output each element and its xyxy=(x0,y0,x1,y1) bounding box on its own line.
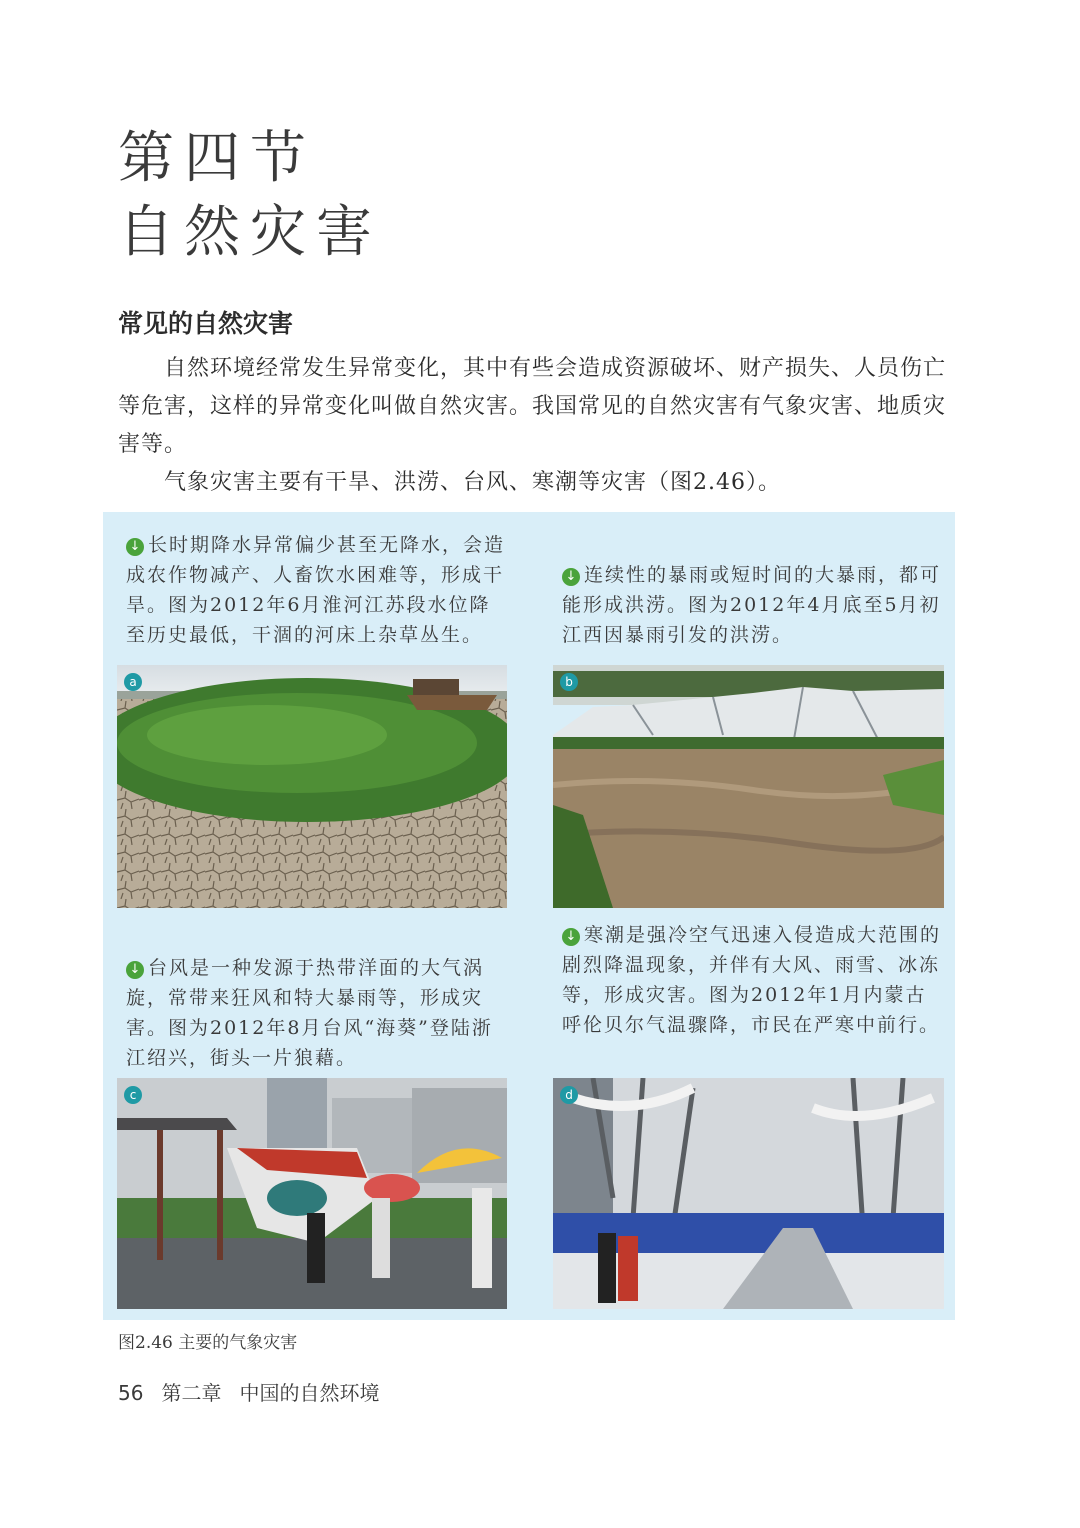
photo-drought xyxy=(117,665,507,908)
caption-typhoon-text: 台风是一种发源于热带洋面的大气涡旋，常带来狂风和特大暴雨等，形成灾害。图为2012年8月台风“海葵”登陆浙江绍兴，街头一片狼藉。 xyxy=(126,957,493,1069)
photo-typhoon xyxy=(117,1078,507,1309)
arrow-down-icon: ↓ xyxy=(562,568,580,586)
caption-flood-text: 连续性的暴雨或短时间的大暴雨，都可能形成洪涝。图为2012年4月底至5月初江西因暴雨引发的洪涝。 xyxy=(562,564,942,646)
section-title: 自然灾害 xyxy=(118,200,382,265)
chapter-title-footer: 中国的自然环境 xyxy=(239,1381,380,1405)
figure-caption: 图2.46 主要的气象灾害 xyxy=(118,1333,298,1353)
chapter-label: 第二章 xyxy=(161,1381,222,1405)
photo-flood xyxy=(553,665,944,908)
chapter-title xyxy=(118,122,382,270)
arrow-down-icon: ↓ xyxy=(562,928,580,946)
caption-flood xyxy=(562,560,942,650)
arrow-down-icon: ↓ xyxy=(126,961,144,979)
photo-tag-c: c xyxy=(124,1086,142,1104)
photo-tag-b: b xyxy=(560,673,578,691)
caption-cold-wave xyxy=(562,920,942,1040)
page-number: 56 xyxy=(118,1381,144,1405)
caption-typhoon xyxy=(126,953,506,1073)
caption-drought xyxy=(126,530,506,650)
arrow-down-icon: ↓ xyxy=(126,538,144,556)
paragraph-1: 自然环境经常发生异常变化，其中有些会造成资源破坏、财产损失、人员伤亡等危害，这样的异常变化叫做自然灾害。我国常见的自然灾害有气象灾害、地质灾害等。 xyxy=(118,356,947,457)
caption-cold-wave-text: 寒潮是强冷空气迅速入侵造成大范围的剧烈降温现象，并伴有大风、雨雪、冰冻等，形成灾害。图为2012年1月内蒙古呼伦贝尔气温骤降，市民在严寒中前行。 xyxy=(562,924,942,1036)
photo-tag-a: a xyxy=(124,673,142,691)
page-footer xyxy=(118,1377,379,1406)
photo-tag-d: d xyxy=(560,1086,578,1104)
photo-cold-wave xyxy=(553,1078,944,1309)
paragraph-2: 气象灾害主要有干旱、洪涝、台风、寒潮等灾害（图2.46）。 xyxy=(164,470,781,495)
caption-drought-text: 长时期降水异常偏少甚至无降水，会造成农作物减产、人畜饮水困难等，形成干旱。图为2012年6月淮河江苏段水位降至历史最低，干涸的河床上杂草丛生。 xyxy=(126,534,506,646)
section-heading: 常见的自然灾害 xyxy=(118,309,294,338)
section-number: 第四节 xyxy=(118,126,316,191)
